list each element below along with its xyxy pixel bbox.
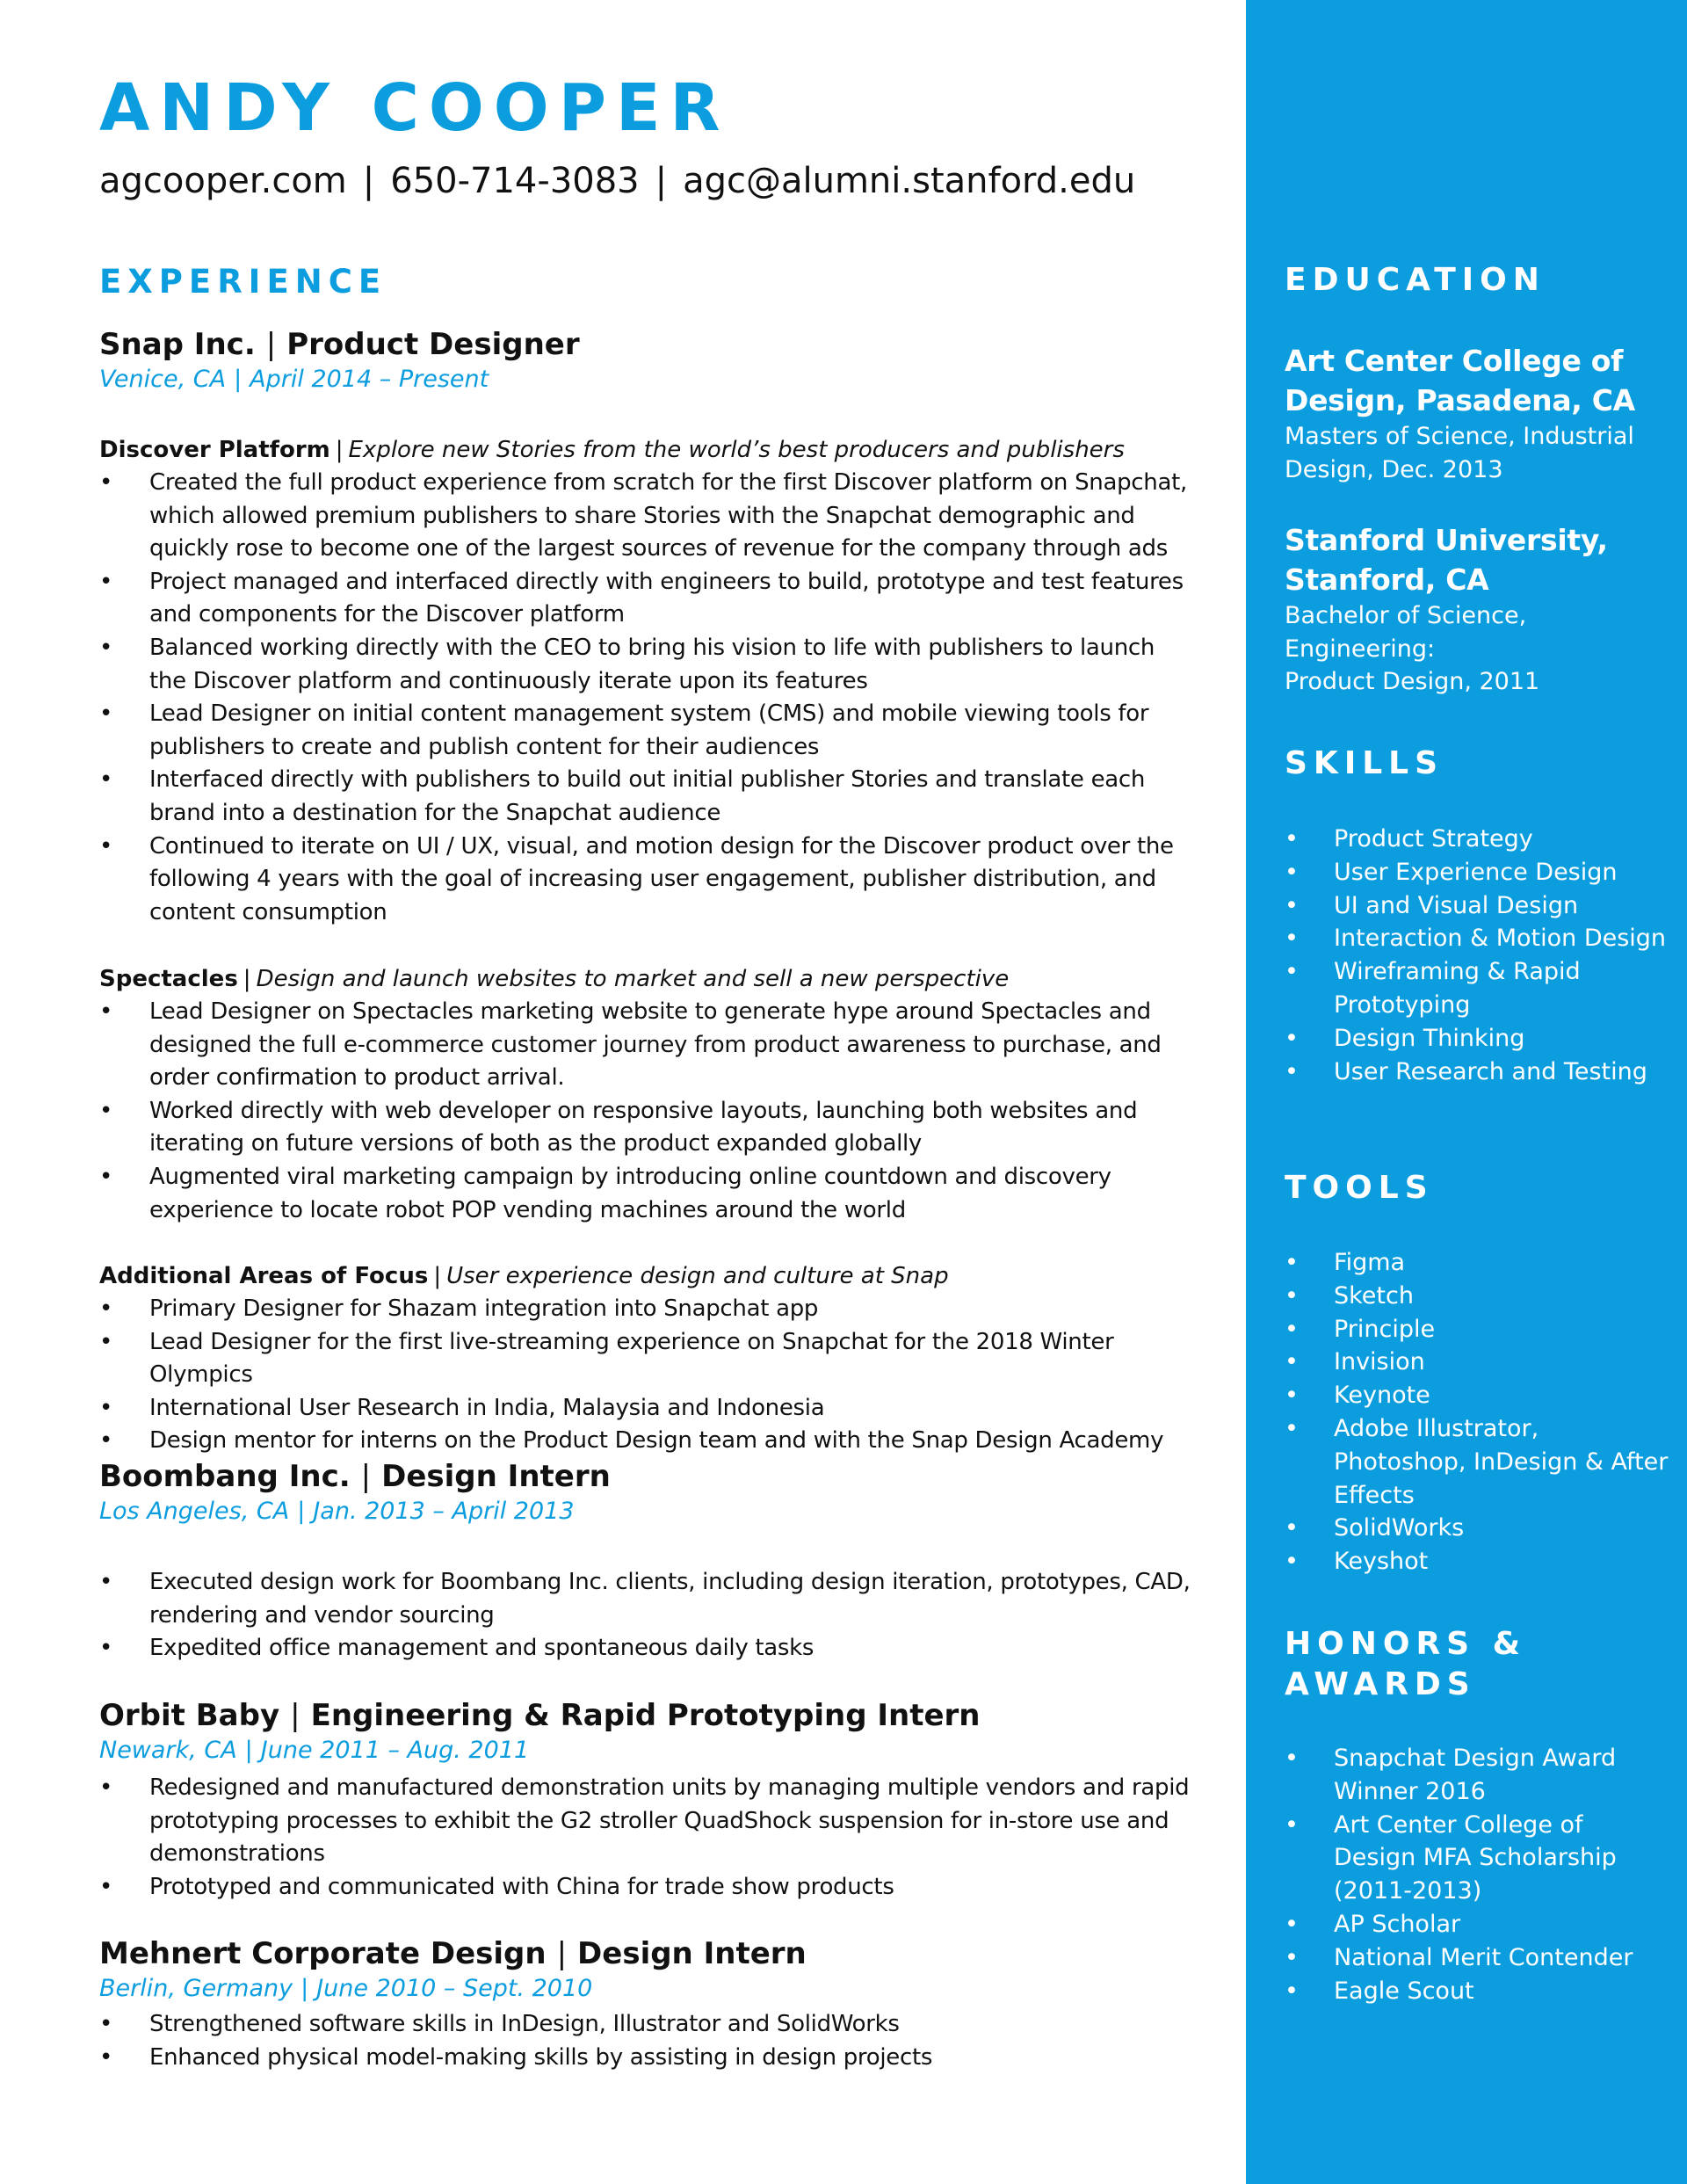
bullet-text: Worked directly with web developer on responsive layouts, launching both websites and iterating on future versions of both as the product expanded globally — [149, 1097, 1138, 1157]
project-heading — [99, 1260, 1198, 1293]
list-item — [99, 467, 1198, 566]
skills-list — [1285, 823, 1671, 1088]
tool-text: Principle — [1334, 1315, 1436, 1343]
skill-text: Wireframing & Rapid Prototyping — [1334, 958, 1581, 1019]
job-meta — [99, 1496, 1198, 1527]
bullet-icon: • — [99, 700, 113, 728]
job-entry-boombang — [99, 1457, 1198, 1527]
honors-heading — [1285, 1624, 1526, 1705]
job-meta — [99, 1735, 1198, 1767]
bullet-icon: • — [99, 1163, 113, 1190]
job-title — [99, 325, 1198, 364]
job-bullets-orbit-baby — [99, 1772, 1198, 1904]
bullet-text: Lead Designer for the first live-streaming experience on Snapchat for the 2018 Winter Olympics — [149, 1328, 1114, 1389]
list-item — [99, 2008, 1198, 2042]
job-role: Engineering & Rapid Prototyping Intern — [310, 1698, 981, 1733]
project-tagline: Design and launch websites to market and sell a new perspective — [256, 966, 1010, 992]
job-role: Product Designer — [286, 327, 580, 362]
website-link[interactable]: agcooper.com — [99, 161, 347, 201]
honors-list — [1285, 1742, 1671, 2007]
bullet-icon: • — [1285, 1414, 1299, 1442]
list-item — [1285, 823, 1671, 856]
list-item — [1285, 1280, 1671, 1313]
bullet-icon: • — [99, 469, 113, 496]
project-bullet-list — [99, 467, 1198, 929]
list-item — [1285, 889, 1671, 923]
bullet-text: Design mentor for interns on the Product Design team and with the Snap Design Academy — [149, 1427, 1164, 1455]
job-bullet-list — [99, 2008, 1198, 2074]
bullet-icon: • — [99, 2043, 113, 2071]
degree-text: Bachelor of Science, Engineering: — [1285, 602, 1527, 663]
list-item — [99, 1425, 1198, 1458]
school-name: Stanford, CA — [1285, 562, 1489, 597]
tool-text: Figma — [1334, 1249, 1406, 1276]
job-title — [99, 1934, 1198, 1973]
project-name: Discover Platform — [99, 437, 330, 463]
list-item — [99, 1392, 1198, 1426]
bullet-icon: • — [1285, 925, 1299, 953]
job-bullets-mehnert — [99, 2008, 1198, 2074]
bullet-text: Interfaced directly with publishers to build out initial publisher Stories and translate each brand into a destination for the Snapchat audience — [149, 766, 1146, 826]
title-separator: | — [265, 327, 277, 362]
job-location: Los Angeles, CA — [99, 1498, 290, 1525]
list-item — [1285, 1056, 1671, 1089]
job-dates: June 2010 – Sept. 2010 — [316, 1975, 593, 2002]
bullet-icon: • — [1285, 1810, 1299, 1839]
email-link[interactable]: agc@alumni.stanford.edu — [683, 161, 1136, 201]
tool-text: SolidWorks — [1334, 1514, 1465, 1542]
meta-separator: | — [244, 1737, 253, 1764]
honors-heading-line: AWARDS — [1285, 1666, 1476, 1702]
bullet-icon: • — [99, 568, 113, 595]
list-item — [1285, 1975, 1671, 2008]
education-entry — [1285, 520, 1671, 699]
project-name: Spectacles — [99, 966, 238, 992]
list-item — [1285, 1908, 1671, 1941]
skill-text: User Experience Design — [1334, 858, 1618, 886]
bullet-text: Expedited office management and spontaneous daily tasks — [149, 1635, 815, 1662]
list-item — [1285, 1742, 1671, 1809]
skill-text: UI and Visual Design — [1334, 891, 1579, 919]
bullet-icon: • — [1285, 1348, 1299, 1376]
project-bullet-list — [99, 996, 1198, 1227]
skill-text: Interaction & Motion Design — [1334, 925, 1667, 953]
title-separator: | — [360, 1459, 372, 1494]
candidate-name: ANDY COOPER — [99, 70, 730, 146]
bullet-text: Continued to iterate on UI / UX, visual, and motion design for the Discover product over the following 4 years with the goal of increasing user engagement, publisher distribution, and content consumption — [149, 832, 1174, 925]
skill-text: Design Thinking — [1334, 1024, 1525, 1052]
list-item — [99, 1871, 1198, 1905]
bullet-icon: • — [99, 766, 113, 794]
bullet-text: Strengthened software skills in InDesign, Illustrator and SolidWorks — [149, 2011, 900, 2037]
degree-text: Product Design, 2011 — [1285, 668, 1540, 695]
tool-text: Keynote — [1334, 1382, 1430, 1410]
job-meta — [99, 1973, 1198, 2005]
bullet-text: Enhanced physical model-making skills by assisting in design projects — [149, 2043, 933, 2071]
bullet-text: Redesigned and manufactured demonstration units by managing multiple vendors and rapid prototyping processes to exhibit the G2 stroller QuadShock suspension for in-store use and demonstrations — [149, 1774, 1190, 1868]
project-bullet-list — [99, 1293, 1198, 1458]
list-item — [1285, 1412, 1671, 1512]
title-separator: | — [556, 1936, 568, 1971]
honor-text: National Merit Contender — [1334, 1943, 1633, 1971]
phone-number[interactable]: 650-714-3083 — [390, 161, 640, 201]
project-separator: | — [433, 1263, 442, 1289]
bullet-icon: • — [1285, 825, 1299, 853]
bullet-text: Prototyped and communicated with China for trade show products — [149, 1873, 894, 1900]
bullet-text: Lead Designer on initial content management system (CMS) and mobile viewing tools for publishers to create and publish content for their audiences — [149, 700, 1149, 760]
project-heading — [99, 434, 1198, 467]
bullet-icon: • — [99, 1774, 113, 1801]
skill-text: Product Strategy — [1334, 825, 1533, 853]
bullet-icon: • — [1285, 1977, 1299, 2005]
list-item — [99, 2042, 1198, 2075]
bullet-icon: • — [1285, 1281, 1299, 1310]
bullet-text: Project managed and interfaced directly with engineers to build, prototype and test features and components for the Discover platform — [149, 568, 1184, 628]
bullet-icon: • — [99, 998, 113, 1025]
job-title — [99, 1457, 1198, 1496]
bullet-icon: • — [1285, 1910, 1299, 1938]
list-item — [1285, 955, 1671, 1022]
bullet-icon: • — [99, 1328, 113, 1355]
list-item — [99, 996, 1198, 1095]
job-dates: April 2014 – Present — [250, 366, 489, 393]
bullet-icon: • — [1285, 858, 1299, 886]
company-name: Orbit Baby — [99, 1698, 280, 1733]
bullet-text: Created the full product experience from scratch for the first Discover platform on Snapchat, which allowed premium publishers to share Stories with the Snapchat demographic and quickly rose to become one of the largest sources of revenue for the company through ads — [149, 469, 1187, 562]
bullet-icon: • — [99, 634, 113, 661]
company-name: Mehnert Corporate Design — [99, 1936, 547, 1971]
project-discover — [99, 434, 1198, 929]
honor-text: Art Center College of Design MFA Scholarship (2011-2013) — [1334, 1810, 1617, 1905]
bullet-icon: • — [1285, 1745, 1299, 1772]
list-item — [1285, 1512, 1671, 1545]
bullet-icon: • — [1285, 1548, 1299, 1576]
skills-heading: SKILLS — [1285, 745, 1444, 781]
job-location: Newark, CA — [99, 1737, 237, 1764]
job-location: Venice, CA — [99, 366, 227, 393]
skill-text: User Research and Testing — [1334, 1057, 1647, 1085]
bullet-icon: • — [1285, 958, 1299, 986]
bullet-icon: • — [99, 832, 113, 860]
list-item — [1285, 1379, 1671, 1412]
project-spectacles — [99, 963, 1198, 1227]
project-separator: | — [335, 437, 344, 463]
company-name: Snap Inc. — [99, 327, 256, 362]
tool-text: Sketch — [1334, 1281, 1414, 1310]
honor-text: Snapchat Design Award Winner 2016 — [1334, 1745, 1617, 1805]
project-additional-areas — [99, 1260, 1198, 1458]
bullet-text: International User Research in India, Malaysia and Indonesia — [149, 1394, 825, 1421]
meta-separator: | — [234, 366, 243, 393]
list-item — [1285, 1346, 1671, 1379]
bullet-text: Executed design work for Boombang Inc. clients, including design iteration, prototypes, CAD, rendering and vendor sourcing — [149, 1569, 1191, 1629]
bullet-icon: • — [1285, 1315, 1299, 1343]
tool-text: Adobe Illustrator, Photoshop, InDesign & After Effects — [1334, 1414, 1669, 1509]
job-entry-orbit-baby — [99, 1696, 1198, 1767]
project-tagline: User experience design and culture at Snap — [446, 1263, 949, 1289]
bullet-icon: • — [99, 1427, 113, 1455]
bullet-icon: • — [99, 2011, 113, 2037]
bullet-text: Balanced working directly with the CEO to bring his vision to life with publishers to launch the Discover platform and continuously iterate upon its features — [149, 634, 1155, 694]
list-item — [1285, 922, 1671, 955]
project-tagline: Explore new Stories from the world’s best producers and publishers — [348, 437, 1125, 463]
project-name: Additional Areas of Focus — [99, 1263, 429, 1289]
job-role: Design Intern — [577, 1936, 807, 1971]
list-item — [99, 632, 1198, 698]
project-separator: | — [243, 966, 251, 992]
bullet-icon: • — [1285, 1514, 1299, 1542]
list-item — [1285, 1313, 1671, 1346]
job-title — [99, 1696, 1198, 1735]
bullet-icon: • — [99, 1097, 113, 1124]
school-name: Stanford University, — [1285, 523, 1608, 557]
tool-text: Keyshot — [1334, 1548, 1429, 1576]
list-item — [1285, 1941, 1671, 1975]
list-item — [99, 698, 1198, 764]
list-item — [1285, 856, 1671, 889]
school-name: Design, Pasadena, CA — [1285, 383, 1635, 417]
job-entry-mehnert — [99, 1934, 1198, 2005]
title-separator: | — [290, 1698, 300, 1733]
job-meta — [99, 364, 1198, 395]
education-heading: EDUCATION — [1285, 262, 1546, 298]
list-item — [1285, 1545, 1671, 1578]
list-item — [99, 1326, 1198, 1392]
tools-heading: TOOLS — [1285, 1170, 1434, 1206]
bullet-icon: • — [99, 1569, 113, 1595]
contact-separator: | — [362, 161, 375, 201]
list-item — [99, 1772, 1198, 1871]
bullet-text: Lead Designer on Spectacles marketing website to generate hype around Spectacles and designed the full e-commerce customer journey from product awareness to purchase, and order confirmation to product arrival. — [149, 998, 1162, 1092]
job-entry-snap — [99, 325, 1198, 395]
job-dates: June 2011 – Aug. 2011 — [260, 1737, 530, 1764]
bullet-icon: • — [1285, 1943, 1299, 1971]
honors-heading-line: HONORS & — [1285, 1626, 1527, 1662]
bullet-icon: • — [1285, 891, 1299, 919]
honor-text: Eagle Scout — [1334, 1977, 1474, 2005]
list-item — [99, 1161, 1198, 1227]
project-heading — [99, 963, 1198, 996]
bullet-text: Primary Designer for Shazam integration into Snapchat app — [149, 1295, 819, 1322]
list-item — [1285, 1246, 1671, 1280]
list-item — [99, 1293, 1198, 1326]
degree-text: Masters of Science, Industrial — [1285, 423, 1634, 450]
school-name: Art Center College of — [1285, 344, 1624, 378]
meta-separator: | — [297, 1498, 306, 1525]
tools-list — [1285, 1246, 1671, 1578]
education-entry — [1285, 341, 1671, 486]
experience-heading: EXPERIENCE — [99, 263, 387, 301]
company-name: Boombang Inc. — [99, 1459, 351, 1494]
bullet-icon: • — [99, 1295, 113, 1322]
bullet-icon: • — [1285, 1249, 1299, 1276]
bullet-icon: • — [1285, 1382, 1299, 1410]
list-item — [99, 1632, 1198, 1665]
bullet-icon: • — [1285, 1057, 1299, 1085]
job-location: Berlin, Germany — [99, 1975, 293, 2002]
list-item — [1285, 1022, 1671, 1056]
bullet-icon: • — [1285, 1024, 1299, 1052]
meta-separator: | — [300, 1975, 309, 2002]
bullet-icon: • — [99, 1635, 113, 1662]
job-bullet-list — [99, 1772, 1198, 1904]
list-item — [99, 831, 1198, 930]
list-item — [99, 1566, 1198, 1632]
sidebar — [1246, 0, 1687, 2184]
bullet-icon: • — [99, 1873, 113, 1900]
bullet-icon: • — [99, 1394, 113, 1421]
job-dates: Jan. 2013 – April 2013 — [313, 1498, 575, 1525]
honor-text: AP Scholar — [1334, 1910, 1461, 1938]
job-bullet-list — [99, 1566, 1198, 1665]
job-bullets-boombang — [99, 1566, 1198, 1665]
list-item — [99, 764, 1198, 830]
bullet-text: Augmented viral marketing campaign by introducing online countdown and discovery experience to locate robot POP vending machines around the world — [149, 1163, 1111, 1223]
list-item — [1285, 1809, 1671, 1908]
list-item — [99, 1095, 1198, 1161]
degree-text: Design, Dec. 2013 — [1285, 455, 1503, 483]
job-role: Design Intern — [381, 1459, 611, 1494]
list-item — [99, 566, 1198, 632]
contact-line — [99, 156, 1135, 206]
tool-text: Invision — [1334, 1348, 1425, 1376]
contact-separator: | — [655, 161, 668, 201]
